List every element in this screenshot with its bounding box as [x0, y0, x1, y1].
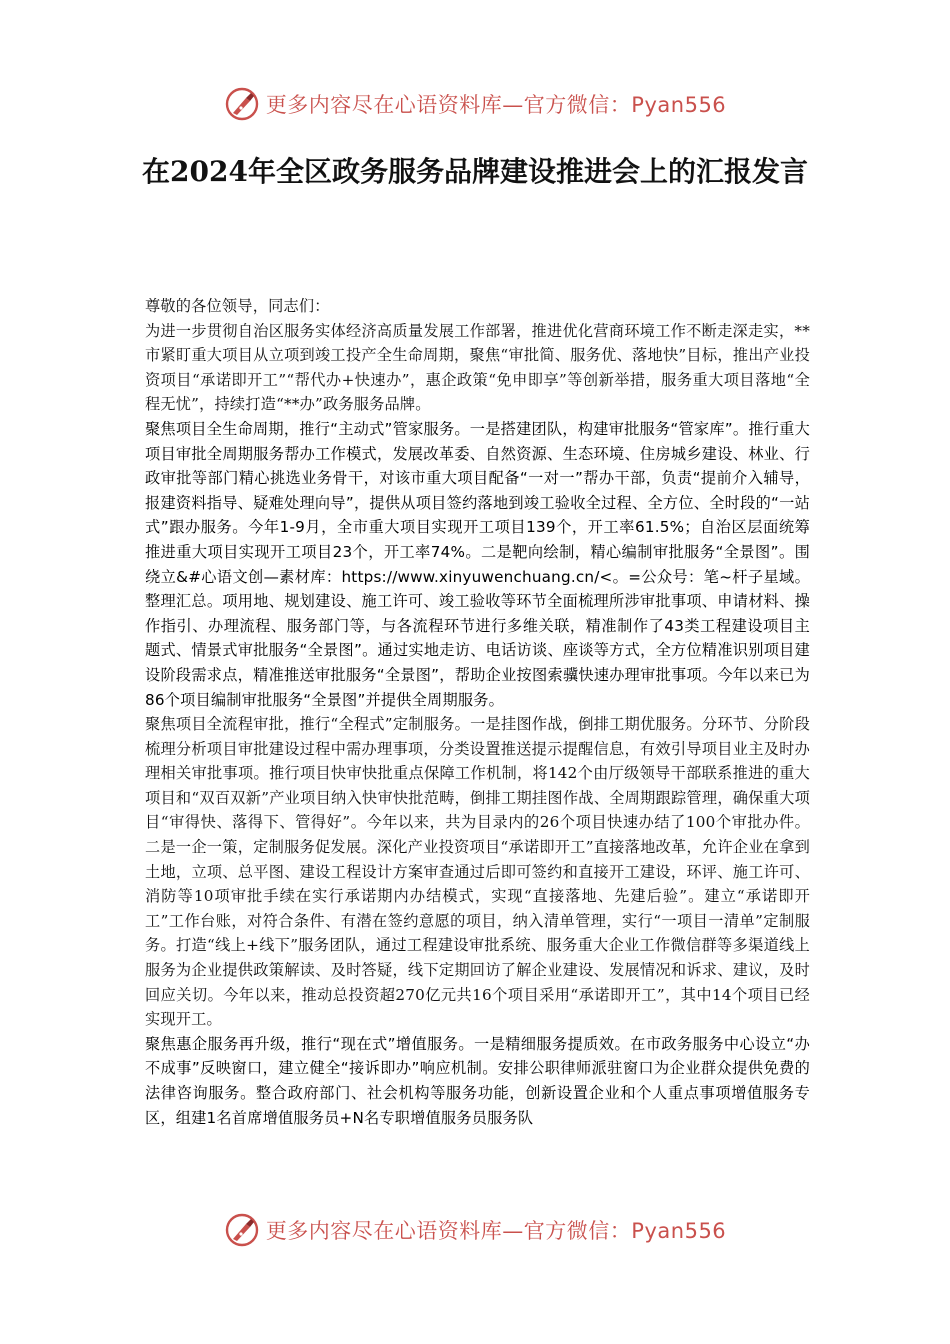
document-body	[145, 294, 810, 1130]
paragraph: 为进一步贯彻自治区服务实体经济高质量发展工作部署，推进优化营商环境工作不断走深走实，**市紧盯重大项目从立项到竣工投产全生命周期，聚焦“审批简、服务优、落地快”目标，推出产业投资项目“承诺即开工”“帮代办+快速办”，惠企政策“免申即享”等创新举措，服务重大项目落地“全程无忧”，持续打造“**办”政务服务品牌。	[145, 321, 810, 414]
footer-banner	[0, 1208, 950, 1252]
document-title: 在2024年全区政务服务品牌建设推进会上的汇报发言	[142, 155, 808, 188]
paragraph: 聚焦项目全生命周期，推行“主动式”管家服务。一是搭建团队，构建审批服务“管家库”。推行重大项目审批全周期服务帮办工作模式，发展改革委、自然资源、生态环境、住房城乡建设、林业、行政审批等部门精心挑选业务骨干，对该市重大项目配备“一对一”帮办干部，负责“提前介入辅导，报建资料指导、疑难处理向导”，提供从项目签约落地到竣工验收全过程、全方位、全时段的“一站式”跟办服务。今年1-9月，全市重大项目实现开工项目139个，开工率61.5%；自治区层面统筹推进重大项目实现开工项目23个，开工率74%。二是靶向绘制，精心编制审批服务“全景图”。围绕立&#心语文创—素材库：https://www.xinyuwenchuang.cn/<。=公众号：笔~杆子星域。整理汇总。项用地、规划建设、施工许可、竣工验收等环节全面梳理所涉审批事项、申请材料、操作指引、办理流程、服务部门等，与各流程环节进行多维关联，精准制作了43类工程建设项目主题式、情景式审批服务“全景图”。通过实地走访、电话访谈、座谈等方式，全方位精准识别项目建设阶段需求点，精准推送审批服务“全景图”，帮助企业按图索骥快速办理审批事项。今年以来已为86个项目编制审批服务“全景图”并提供全周期服务。	[145, 419, 810, 709]
paragraph: 聚焦项目全流程审批，推行“全程式”定制服务。一是挂图作战，倒排工期优服务。分环节、分阶段梳理分析项目审批建设过程中需办理事项，分类设置推送提示提醒信息，有效引导项目业主及时办理相关审批事项。推行项目快审快批重点保障工作机制，将142个由厅级领导干部联系推进的重大项目和“双百双新”产业项目纳入快审快批范畴，倒排工期挂图作战、全周期跟踪管理，确保重大项目“审得快、落得下、管得好”。今年以来，共为目录内的26个项目快速办结了100个审批办件。二是一企一策，定制服务促发展。深化产业投资项目“承诺即开工”直接落地改革，允许企业在拿到土地，立项、总平图、建设工程设计方案审查通过后即可签约和直接开工建设，环评、施工许可、消防等10项审批手续在实行承诺期内办结模式，实现“直接落地、先建后验”。建立“承诺即开工”工作台账，对符合条件、有潜在签约意愿的项目，纳入清单管理，实行“一项目一清单”定制服务。打造“线上+线下”服务团队，通过工程建设审批系统、服务重大企业工作微信群等多渠道线上服务为企业提供政策解读、及时答疑，线下定期回访了解企业建设、发展情况和诉求、建议，及时回应关切。今年以来，推动总投资超270亿元共16个项目采用“承诺即开工”，其中14个项目已经实现开工。	[145, 715, 810, 1029]
pen-nib-logo-icon	[224, 1212, 260, 1248]
paragraph: 聚焦惠企服务再升级，推行“现在式”增值服务。一是精细服务提质效。在市政务服务中心设立“办不成事”反映窗口，建立健全“接诉即办”响应机制。安排公职律师派驻窗口为企业群众提供免费的法律咨询服务。整合政府部门、社会机构等服务功能，创新设置企业和个人重点事项增值服务专区，组建1名首席增值服务员+N名专职增值服务员服务队	[145, 1034, 810, 1127]
pen-nib-logo-icon	[224, 86, 260, 122]
banner-text: 更多内容尽在心语资料库—官方微信：Pyan556	[265, 1219, 727, 1243]
greeting: 尊敬的各位领导，同志们：	[145, 297, 330, 315]
header-banner	[0, 82, 950, 126]
banner-text: 更多内容尽在心语资料库—官方微信：Pyan556	[265, 93, 727, 117]
